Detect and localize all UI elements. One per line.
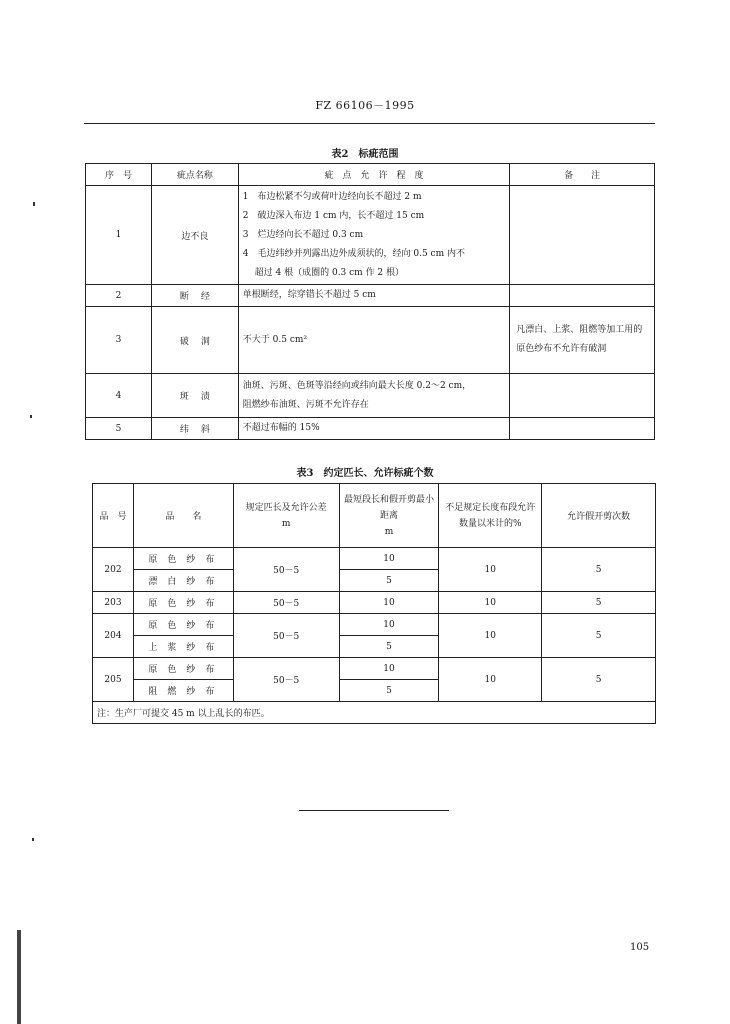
degree-line: 油斑、污斑、色斑等沿经向或纬向最大长度 0.2～2 cm， (242, 380, 472, 391)
cut-count: 5 (542, 592, 656, 614)
shortest-label: 最短段长和假开剪最小距离 (343, 494, 434, 521)
defect-name: 断经 (151, 285, 238, 307)
col-header-length (233, 484, 339, 548)
defect-name: 破洞 (151, 307, 238, 374)
length-tolerance: 50－5 (233, 548, 339, 592)
defect-degree (238, 418, 509, 440)
remark-cell (510, 186, 655, 285)
table-note-row (93, 702, 656, 724)
degree-line: 超过 4 根（成圈的 0.3 cm 作 2 根） (242, 267, 405, 278)
document-code: FZ 66106－1995 (315, 99, 415, 112)
product-name: 原色纱布 (133, 548, 233, 570)
table-row (93, 658, 656, 680)
table-row (86, 307, 655, 374)
scan-speck (32, 838, 34, 841)
col-header-name: 疵点名称 (151, 164, 238, 186)
table3 (92, 483, 656, 724)
header-rule (84, 123, 655, 124)
table-row (93, 592, 656, 614)
table-note: 注：生产厂可提交 45 m 以上乱长的布匹。 (93, 702, 656, 724)
row-no: 2 (86, 285, 152, 307)
length-tolerance: 50－5 (233, 614, 339, 658)
shortest-length: 10 (339, 592, 439, 614)
defect-name: 边不良 (151, 186, 238, 285)
product-name: 阻燃纱布 (133, 680, 233, 702)
length-tolerance: 50－5 (233, 658, 339, 702)
defect-degree (238, 186, 509, 285)
under-length-pct: 10 (439, 592, 542, 614)
defect-degree (238, 285, 509, 307)
table-header-row (86, 164, 655, 186)
shortest-unit: m (384, 526, 394, 537)
defect-name: 斑渍 (151, 374, 238, 418)
degree-line: 2 破边深入布边 1 cm 内，长不超过 15 cm (242, 210, 425, 221)
defect-degree (238, 307, 509, 374)
table2 (85, 163, 655, 440)
col-header-remark: 备 注 (510, 164, 655, 186)
col-header-name: 品 名 (133, 484, 233, 548)
remark-cell (510, 285, 655, 307)
col-header-no: 品 号 (93, 484, 134, 548)
product-name: 原色纱布 (133, 614, 233, 636)
length-label: 规定匹长及允许公差 (245, 502, 327, 513)
scan-speck (33, 202, 35, 206)
shortest-length: 5 (339, 636, 439, 658)
table-row (93, 548, 656, 570)
cut-count: 5 (542, 614, 656, 658)
degree-line: 不超过布幅的 15% (242, 423, 320, 433)
length-unit: m (281, 518, 291, 529)
degree-line: 1 布边松紧不匀或荷叶边经向长不超过 2 m (242, 191, 422, 202)
shortest-length: 10 (339, 548, 439, 570)
scan-speck (30, 415, 32, 418)
col-header-under: 不足规定长度布段允许数量以米计的% (439, 484, 542, 548)
shortest-length: 10 (339, 614, 439, 636)
degree-line: 单根断经，综穿错长不超过 5 cm (242, 290, 376, 300)
product-name: 原色纱布 (133, 658, 233, 680)
page-number: 105 (630, 942, 650, 953)
under-length-pct: 10 (439, 614, 542, 658)
shortest-length: 5 (339, 680, 439, 702)
row-no: 1 (86, 186, 152, 285)
remark-cell (510, 374, 655, 418)
under-length-pct: 10 (439, 548, 542, 592)
table-row (86, 374, 655, 418)
under-length-pct: 10 (439, 658, 542, 702)
scan-edge-mark (17, 930, 21, 1024)
product-name: 上浆纱布 (133, 636, 233, 658)
degree-line: 3 烂边经向长不超过 0.3 cm (242, 229, 364, 240)
row-no: 4 (86, 374, 152, 418)
table3-caption: 表3 约定匹长、允许标疵个数 (296, 468, 434, 479)
defect-degree (238, 374, 509, 418)
row-no: 3 (86, 307, 152, 374)
product-name: 漂白纱布 (133, 570, 233, 592)
table-header-row (93, 484, 656, 548)
degree-line: 4 毛边纬纱并列露出边外成须状的，经向 0.5 cm 内不 (242, 248, 465, 259)
table-row (86, 285, 655, 307)
table-row (86, 186, 655, 285)
col-header-no: 序 号 (86, 164, 152, 186)
row-no: 5 (86, 418, 152, 440)
product-no: 205 (93, 658, 134, 702)
cut-count: 5 (542, 548, 656, 592)
remark-cell (510, 418, 655, 440)
col-header-degree: 疵 点 允 许 程 度 (238, 164, 509, 186)
footnote-rule (299, 810, 449, 811)
shortest-length: 10 (339, 658, 439, 680)
remark-cell: 凡漂白、上浆、阻燃等加工用的原色纱布不允许有破洞 (510, 307, 655, 374)
product-no: 203 (93, 592, 134, 614)
length-tolerance: 50－5 (233, 592, 339, 614)
table-row (93, 614, 656, 636)
cut-count: 5 (542, 658, 656, 702)
product-no: 202 (93, 548, 134, 592)
product-name: 原色纱布 (133, 592, 233, 614)
defect-name: 纬斜 (151, 418, 238, 440)
col-header-shortest (339, 484, 439, 548)
table2-caption: 表2 标疵范围 (331, 149, 399, 160)
table-row (86, 418, 655, 440)
col-header-cuts: 允许假开剪次数 (542, 484, 656, 548)
product-no: 204 (93, 614, 134, 658)
shortest-length: 5 (339, 570, 439, 592)
degree-line: 阻燃纱布油斑、污斑不允许存在 (242, 399, 369, 410)
degree-line: 不大于 0.5 cm² (242, 334, 308, 345)
